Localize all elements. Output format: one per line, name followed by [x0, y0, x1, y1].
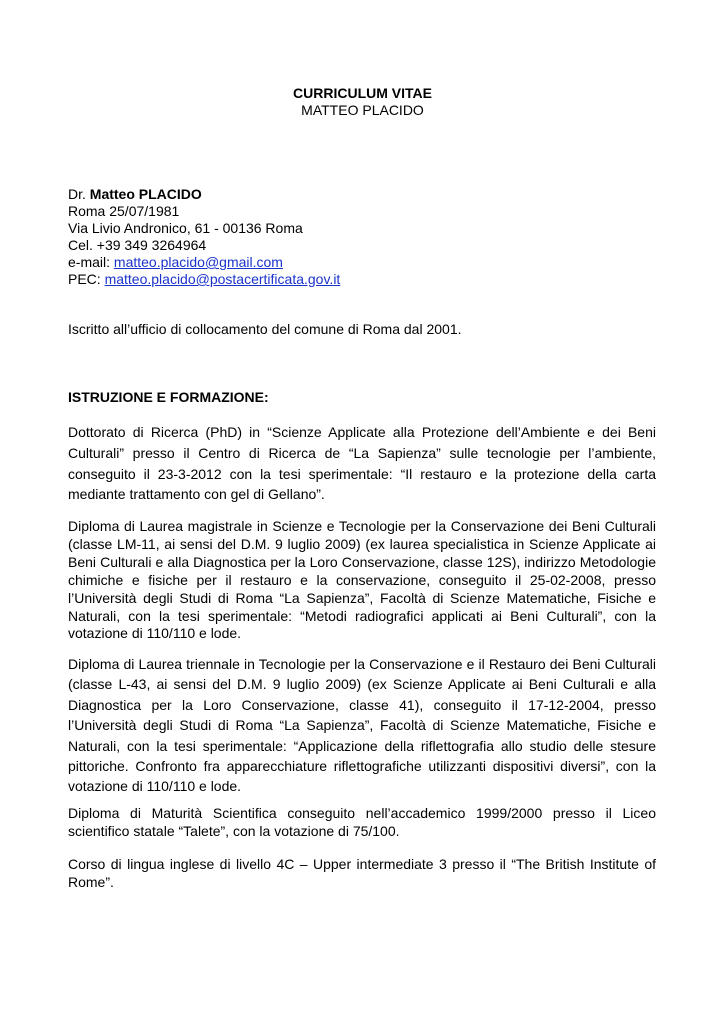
- pec-label: PEC:: [68, 271, 105, 287]
- education-item-master: Diploma di Laurea magistrale in Scienze e Tecnologie per la Conservazione dei Beni Culturali (classe LM-11, ai sensi del D.M. 9 luglio 2009) (ex laurea specialistica in Scienze Applicate ai Beni Culturali e alla Diagnostica per la Loro Conservazione, classe 12S), indirizzo Metodologie chimiche e fisiche per il restauro e la conservazione, conseguito il 25-02-2008, presso l’Università degli Studi di Roma “La Sapienza”, Facoltà di Scienze Matematiche, Fisiche e Naturali, con la tesi sperimentale: “Metodi radiografici applicati ai Beni Culturali”, con la votazione di 110/110 e lode.: [68, 518, 656, 642]
- education-item-high-school: Diploma di Maturità Scientifica conseguito nell’accademico 1999/2000 presso il Liceo scientifico statale “Talete”, con la votazione di 75/100.: [68, 805, 656, 839]
- contact-name-line: [68, 186, 340, 203]
- contact-block: [68, 186, 340, 288]
- education-item-phd: Dottorato di Ricerca (PhD) in “Scienze Applicate alla Protezione dell’Ambiente e dei Beni Culturali” presso il Centro di Ricerca de “La Sapienza” sulle tecnologie per l’ambiente, conseguito il 23-3-2012 con la tesi sperimentale: “Il restauro e la protezione della carta mediante trattamento con gel di Gellano”.: [68, 424, 656, 503]
- pec-link[interactable]: matteo.placido@postacertificata.gov.it: [104, 271, 341, 287]
- birth-info: Roma 25/07/1981: [68, 203, 180, 219]
- address: Via Livio Andronico, 61 - 00136 Roma: [68, 220, 303, 236]
- employment-registration: Iscritto all’ufficio di collocamento del comune di Roma dal 2001.: [68, 321, 462, 337]
- cv-title-block: [0, 85, 725, 119]
- email-link[interactable]: matteo.placido@gmail.com: [113, 254, 283, 270]
- education-heading: ISTRUZIONE E FORMAZIONE:: [68, 389, 269, 405]
- cv-owner-name: MATTEO PLACIDO: [301, 102, 424, 118]
- education-item-english-course: Corso di lingua inglese di livello 4C – Upper intermediate 3 presso il “The British Institute of Rome”.: [68, 856, 656, 890]
- full-name: Matteo PLACIDO: [89, 186, 202, 202]
- email-label: e-mail:: [68, 254, 114, 270]
- cv-title: CURRICULUM VITAE: [293, 85, 432, 101]
- education-item-bachelor: Diploma di Laurea triennale in Tecnologie per la Conservazione e il Restauro dei Beni Culturali (classe L-43, ai sensi del D.M. 9 luglio 2009) (ex Scienze Applicate ai Beni Culturali e alla Diagnostica per la Loro Conservazione, classe 41), conseguito il 17-12-2004, presso l’Università degli Studi di Roma “La Sapienza”, Facoltà di Scienze Matematiche, Fisiche e Naturali, con la tesi sperimentale: “Applicazione della riflettografia allo studio delle stesure pittoriche. Confronto fra apparecchiature riflettografiche utilizzanti dispositivi diversi”, con la votazione di 110/110 e lode.: [68, 656, 656, 795]
- email-line: [68, 254, 340, 271]
- name-prefix: Dr.: [68, 186, 90, 202]
- phone: Cel. +39 349 3264964: [68, 237, 207, 253]
- pec-line: [68, 271, 340, 288]
